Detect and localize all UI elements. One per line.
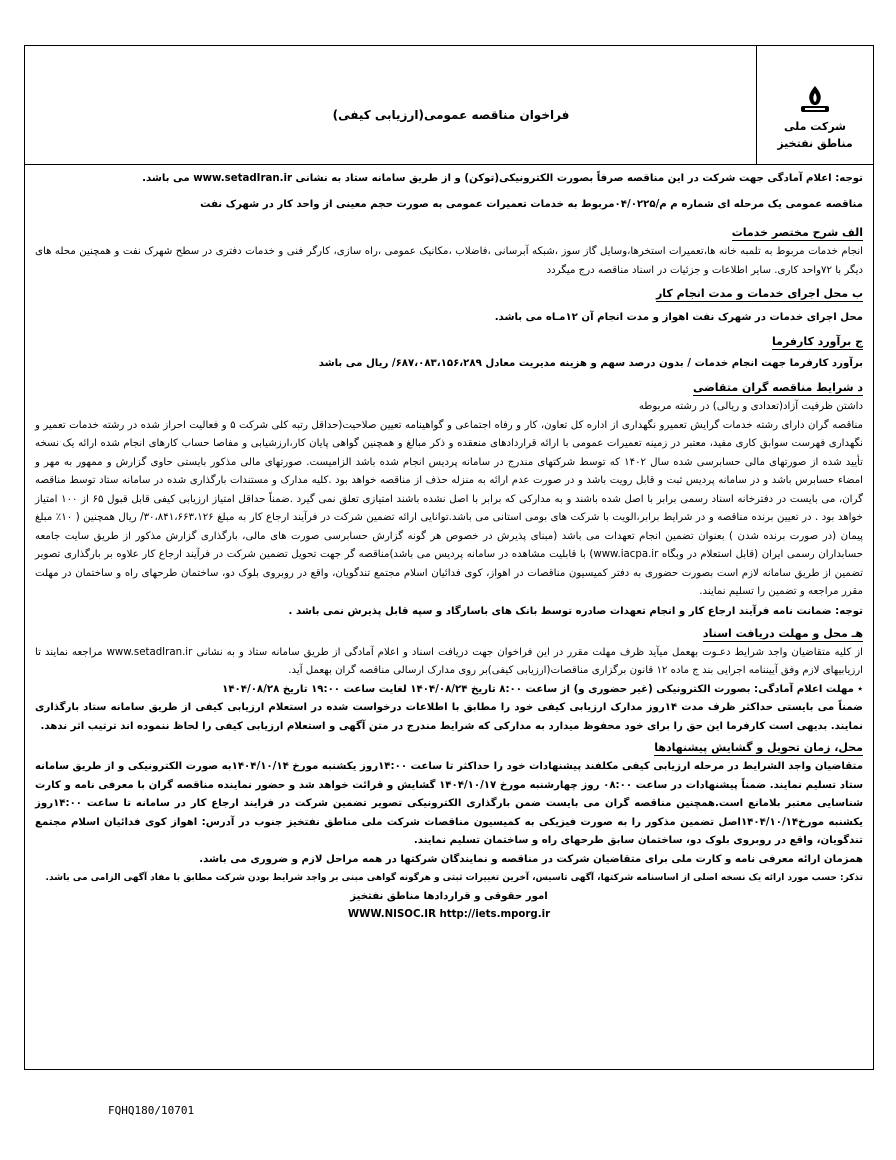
section-b-heading: ب محل اجرای خدمات و مدت انجام کار: [655, 287, 863, 300]
section-b-text: محل اجرای خدمات در شهرک نفت اهواز و مدت انجام آن ۱۲مـاه می باشد.: [494, 312, 863, 323]
company-name-line1: شرکت ملی: [784, 120, 846, 133]
introduction-letter-note: همزمان ارائه معرفی نامه و کارت ملی برای متقاضیان شرکت در مناقصه و نمایندگان شرکتها در همه مراحل لازم و ضروری می باشد.: [199, 853, 863, 865]
section-d-heading: د شرایط مناقصه گران متقاضی: [693, 381, 863, 394]
company-name-line2: مناطق نفتخیز: [777, 137, 853, 150]
section-f-heading: محل، زمان تحویل و گشایش پیشنهادها: [654, 741, 863, 754]
website-links: [35, 906, 863, 925]
tender-title: مناقصه عمومی یک مرحله ای شماره م م/۰۴/۰۲۲۵مربوط به خدمات تعمیرات عمومی به صورت حجم معینی از واحد کار در شهرک نفت: [200, 199, 863, 210]
section-c-heading: ج برآورد کارفرما: [772, 335, 863, 348]
section-d-line1: داشتن ظرفیت آزاد(تعدادی و ریالی) در رشته مربوطه: [638, 401, 863, 412]
document-title: فراخوان مناقصه عمومی(ارزیابی کیفی): [332, 108, 570, 122]
setad-notice: توجه: اعلام آمادگی جهت شرکت در این مناقصه صرفاً بصورت الکترونیکی(توکن) و از طریق سامانه ستاد به نشانی www.setadIran.ir می باشد.: [142, 173, 863, 184]
company-logo-cell: [756, 46, 873, 164]
document-body: [25, 165, 873, 925]
reminder-note: تذکر: حسب مورد ارائه یک نسخه اصلی از اساسنامه شرکتها، آگهی تاسیس، آخرین تغییرات ثبتی و هرگونه گواهی مبنی بر واجد شرایط بودن شرکت مطابق با مفاد آگهی الزامی می باشد.: [45, 873, 863, 883]
section-d-text: مناقصه گران دارای رشته خدمات گرایش تعمیرو نگهداری از اداره کل تعاون، کار و رفاه اجتماعی و گواهینامه تعیین صلاحیت(حداقل رتبه کلی شرکت ۵ و فعالیت احراز شده در رشته خدمات تعمیر و نگهداری فهرست سوابق کاری مفید، معتبر در زمینه تعمیرات عمومی با ارائه قراردادهای منعقده و ذکر مبالغ و همچنین گواهی پایان کار،ارزشیابی و مفاصا حساب کارهای انجام شده ارائه یک نسخه تأیید شده از صورتهای مالی حسابرسی شده سال ۱۴۰۲ که توسط شرکتهای مندرج در سامانه پردیس انجام شده باشد الزامیست. صورتهای مالی مذکور بایستی حاوی گزارش و ممهور به مهر و امضاء حسابرس باشد و در سامانه پردیس ثبت و قابل رویت باشد و در صورت عدم ارائه به منزله حذف از مناقصه خواهد بود .کلیه مدارک و مستندات بارگذاری شده در سامانه ستاد توسط مناقصه گران، می بایست در دفترخانه اسناد رسمی برابر با اصل شده باشند و به مدارکی که برابر با اصل نشده باشند امتیازی تعلق نمی گیرد .ضمناً حداقل امتیاز ارزیابی کیفی قابل قبول ۶۵ از ۱۰۰ امتیاز خواهد بود . در تعیین برنده مناقصه و در شرایط برابر،الویت با شرکت های بومی استانی می باشد.توانایی ارائه تضمین شرکت در فرآیند ارجاع کار به مبلغ ۳۰،۸۴۱،۶۶۳،۱۲۶/ ریال همچنین ( ۱۰٪ مبلغ پیمان (در صورت برنده شدن ) بعنوان تضمین انجام تعهدات می باشد (مبنای پذیرش در خصوص هر گونه گزارش حسابرسی صورت های مالی، بارگذاری گزارش مذکور از طریق سایت جامعه حسابداران رسمی ایران (قابل استعلام در وبگاه www.iacpa.ir) با قابلیت مشاهده در سامانه پردیس می باشد)مناقصه گر جهت تحویل تضمین شرکت در فرآیند ارجاع کار علاوه بر بارگذاری تصویر تضمین از طریق سامانه لازم است بصورت حضوری به دفتر کمیسیون مناقصات در اهواز، کوی فدائیان اسلام مجتمع تندگویان، واقع در روبروی بلوک دو، ساختمان طرحهای راه و ساختمان در مهلت مقرر مراجعه و تضمین را تسلیم نمایند.: [35, 419, 864, 597]
section-e-text: از کلیه متقاضیان واجد شرایط دعـوت بهعمل میآید ظرف مهلت مقرر در این فراخوان جهت دریافت اسناد و اعلام آمادگی از طریق سامانه ستاد و به نشانی www.setadIran.ir مراجعه نمایند تا ارزیابیهای لازم وفق آییننامه اجرایی بند ج ماده ۱۲ قانون برگزاری مناقصات(ارزیابی کیفی)بر روی مدارک ارسالی مناقصه گران بهعمل آید.: [35, 646, 863, 676]
nioc-flame-logo-icon: [798, 84, 832, 114]
document-header: [25, 46, 873, 165]
section-e-note: ضمناً می بایستی حداکثر ظرف مدت ۱۴روز مدارک ارزیابی کیفی خود را مطابق با اطلاعات درخواست شده در استعلام ارزیابی کیفی از طریق سامانه ستاد بارگذاری نمایند. بدیهی است کارفرما این حق را برای خود محفوظ میدارد به مدارکی که شرایط مندرج در متن آگهی و استعلام ارزیابی کیفی را لحاظ ننموده اند ترتیب اثر ندهد.: [35, 702, 863, 732]
section-f-text: متقاضیان واجد الشرایط در مرحله ارزیابی کیفی مکلفند پیشنهادات خود را حداکثر تا ساعت ۱۴:۰۰روز یکشنبه مورخ ۱۴۰۴/۱۰/۱۴به صورت الکترونیکی و از طریق سامانه ستاد تسلیم نمایند. ضمناً پیشنهادات در ساعت ۰۸:۰۰ روز چهارشنبه مورخ ۱۴۰۴/۱۰/۱۷ گشایش و قرائت خواهد شد و حضور نماینده مناقصه گران با معرفی نامه و کارت شناسایی معتبر بلامانع است.همچنین مناقصه گران می بایست ضمن بارگذاری الکترونیکی تصویر تضمین شرکت در فرایند ارجاع کار در سامانه تا ساعت ۱۴:۰۰روز یکشنبه مورخ۱۴۰۴/۱۰/۱۴اصل تضمین مذکور را به صورت فیزیکی به کمیسیون مناقصات شرکت ملی مناطق نفتخیز جنوب در آدرس: اهواز کوی فدائیان اسلام مجتمع تندگویان، واقع در روبروی بلوک دو، ساختمان سابق طرحهای راه و ساختمان تسلیم نمایند.: [35, 761, 864, 846]
section-c-text: برآورد کارفرما جهت انجام خدمات / بدون درصد سهم و هزینه مدیریت معادل ۶۸۷،۰۸۳،۱۵۶،۲۸۹/ ریال می باشد: [318, 358, 863, 369]
document-page: [24, 45, 874, 1070]
section-e-heading: هـ محل و مهلت دریافت اسناد: [702, 626, 863, 640]
section-a-heading: الف شرح مختصر خدمات: [731, 226, 863, 239]
section-e-deadline: ٭ مهلت اعلام آمادگی: بصورت الکترونیکی (غیر حضوری و) از ساعت ۸:۰۰ تاریخ ۱۴۰۴/۰۸/۲۴ لغایت ساعت ۱۹:۰۰ تاریخ ۱۴۰۴/۰۸/۲۸: [222, 683, 863, 695]
guarantee-note: توجه: ضمانت نامه فرآیند ارجاع کار و انجام تعهدات صادره توسط بانک های باسارگاد و سپه قابل پذیرش نمی باشد .: [288, 605, 863, 617]
form-code: FQHQ180/10701: [108, 1104, 195, 1117]
signature-line: امور حقوقی و قراردادها مناطق نفتخیز: [350, 890, 548, 902]
section-a-text: انجام خدمات مربوط به تلمبه خانه ها،تعمیرات استخرها،وسایل گاز سوز ،شبکه آبرسانی ،فاضلاب ،مکانیک عمومی ،راه سازی، کارگر فنی و خدمات دفتری در سطح شهرک نفت و همچنین محله های دیگر با ۷۲واحد کاری. سایر اطلاعات و جزئیات در اسناد مناقصه درج میگردد: [35, 246, 863, 276]
website-text[interactable]: WWW.NISOC.IR http://iets.mporg.ir: [347, 909, 551, 920]
